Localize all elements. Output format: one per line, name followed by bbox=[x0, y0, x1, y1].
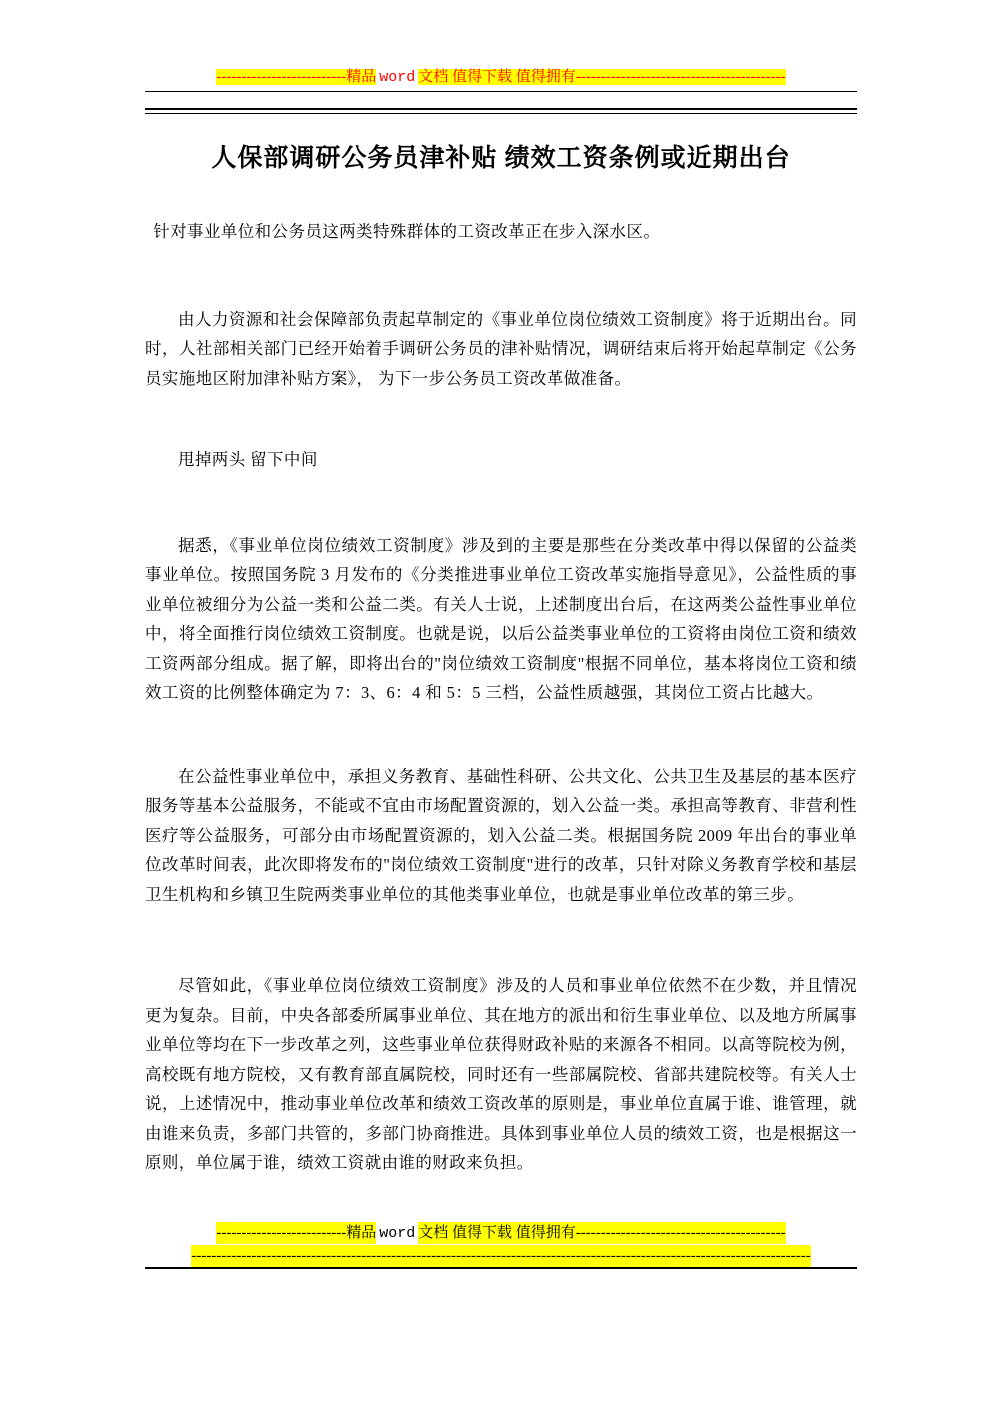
header-double-rule bbox=[145, 108, 857, 114]
banner-brand-en: word bbox=[376, 69, 418, 86]
paragraph-intro: 针对事业单位和公务员这两类特殊群体的工资改革正在步入深水区。 bbox=[153, 222, 661, 241]
footer-promo-banner bbox=[145, 1222, 857, 1245]
page-content bbox=[145, 64, 857, 1269]
document-title: 人保部调研公务员津补贴 绩效工资条例或近期出台 bbox=[211, 145, 791, 172]
paragraph-detail-3: 尽管如此，《事业单位岗位绩效工资制度》涉及的人员和事业单位依然不在少数，并且情况更为复杂。目前，中央各部委所属事业单位、其在地方的派出和衍生事业单位、以及地方所属事业单位等均在下一步改革之列，这些事业单位获得财政补贴的来源各不相同。以高等院校为例，高校既有地方院校，又有教育部直属院校，同时还有一些部属院校、省部共建院校等。有关人士说，上述情况中，推动事业单位改革和绩效工资改革的原则是，事业单位直属于谁、谁管理，就由谁来负责，多部门共管的，多部门协商推进。具体到事业单位人员的绩效工资，也是根据这一原则，单位属于谁，绩效工资就由谁的财政来负担。 bbox=[145, 976, 857, 1172]
section-subheading: 甩掉两头 留下中间 bbox=[178, 450, 318, 469]
footer-dash-row bbox=[145, 1245, 857, 1267]
footer-area bbox=[145, 1222, 857, 1269]
paragraph-detail-2: 在公益性事业单位中，承担义务教育、基础性科研、公共文化、公共卫生及基层的基本医疗服务等基本公益服务，不能或不宜由市场配置资源的，划入公益一类。承担高等教育、非营利性医疗等公益服务，可部分由市场配置资源的，划入公益二类。根据国务院 2009 年出台的事业单位改革时间表，此次即将发布的"岗位绩效工资制度"进行的改革，只针对除义务教育学校和基层卫生机构和乡镇卫生院两类事业单位的其他类事业单位，也就是事业单位改革的第三步。 bbox=[145, 766, 857, 904]
footer-brand-en: word bbox=[376, 1225, 418, 1242]
footer-tagline: 文档 值得下载 值得拥有 bbox=[418, 1224, 576, 1241]
footer-left-dashes: -------------------------- bbox=[216, 1224, 347, 1241]
paragraph-detail-1: 据悉，《事业单位岗位绩效工资制度》涉及到的主要是那些在分类改革中得以保留的公益类事业单位。按照国务院 3 月发布的《分类推进事业单位工资改革实施指导意见》，公益性质的事业单位被细分为公益一类和公益二类。有关人士说，上述制度出台后，在这两类公益性事业单位中，将全面推行岗位绩效工资制度。也就是说，以后公益类事业单位的工资将由岗位工资和绩效工资两部分组成。据了解，即将出台的"岗位绩效工资制度"根据不同单位，基本将岗位工资和绩效工资的比例整体确定为 7：3、6：4 和 5：5 三档，公益性质越强，其岗位工资占比越大。 bbox=[145, 535, 857, 702]
banner-right-dashes: ------------------------------------------ bbox=[575, 69, 786, 85]
footer-right-dashes: ------------------------------------------ bbox=[575, 1224, 786, 1241]
footer-brand-cn: 精品 bbox=[346, 1224, 377, 1241]
header-area bbox=[145, 64, 857, 92]
paragraph-policy: 由人力资源和社会保障部负责起草制定的《事业单位岗位绩效工资制度》将于近期出台。同时，人社部相关部门已经开始着手调研公务员的津补贴情况，调研结束后将开始起草制定《公务员实施地区附加津补贴方案》， 为下一步公务员工资改革做准备。 bbox=[145, 309, 857, 388]
banner-left-dashes: -------------------------- bbox=[216, 69, 347, 85]
header-promo-banner bbox=[216, 64, 785, 91]
banner-brand-cn: 精品 bbox=[346, 69, 377, 85]
footer-full-dashes: ---------------------------------------------------------------------------------------------------------------------------- bbox=[191, 1245, 810, 1267]
banner-tagline: 文档 值得下载 值得拥有 bbox=[418, 69, 576, 85]
